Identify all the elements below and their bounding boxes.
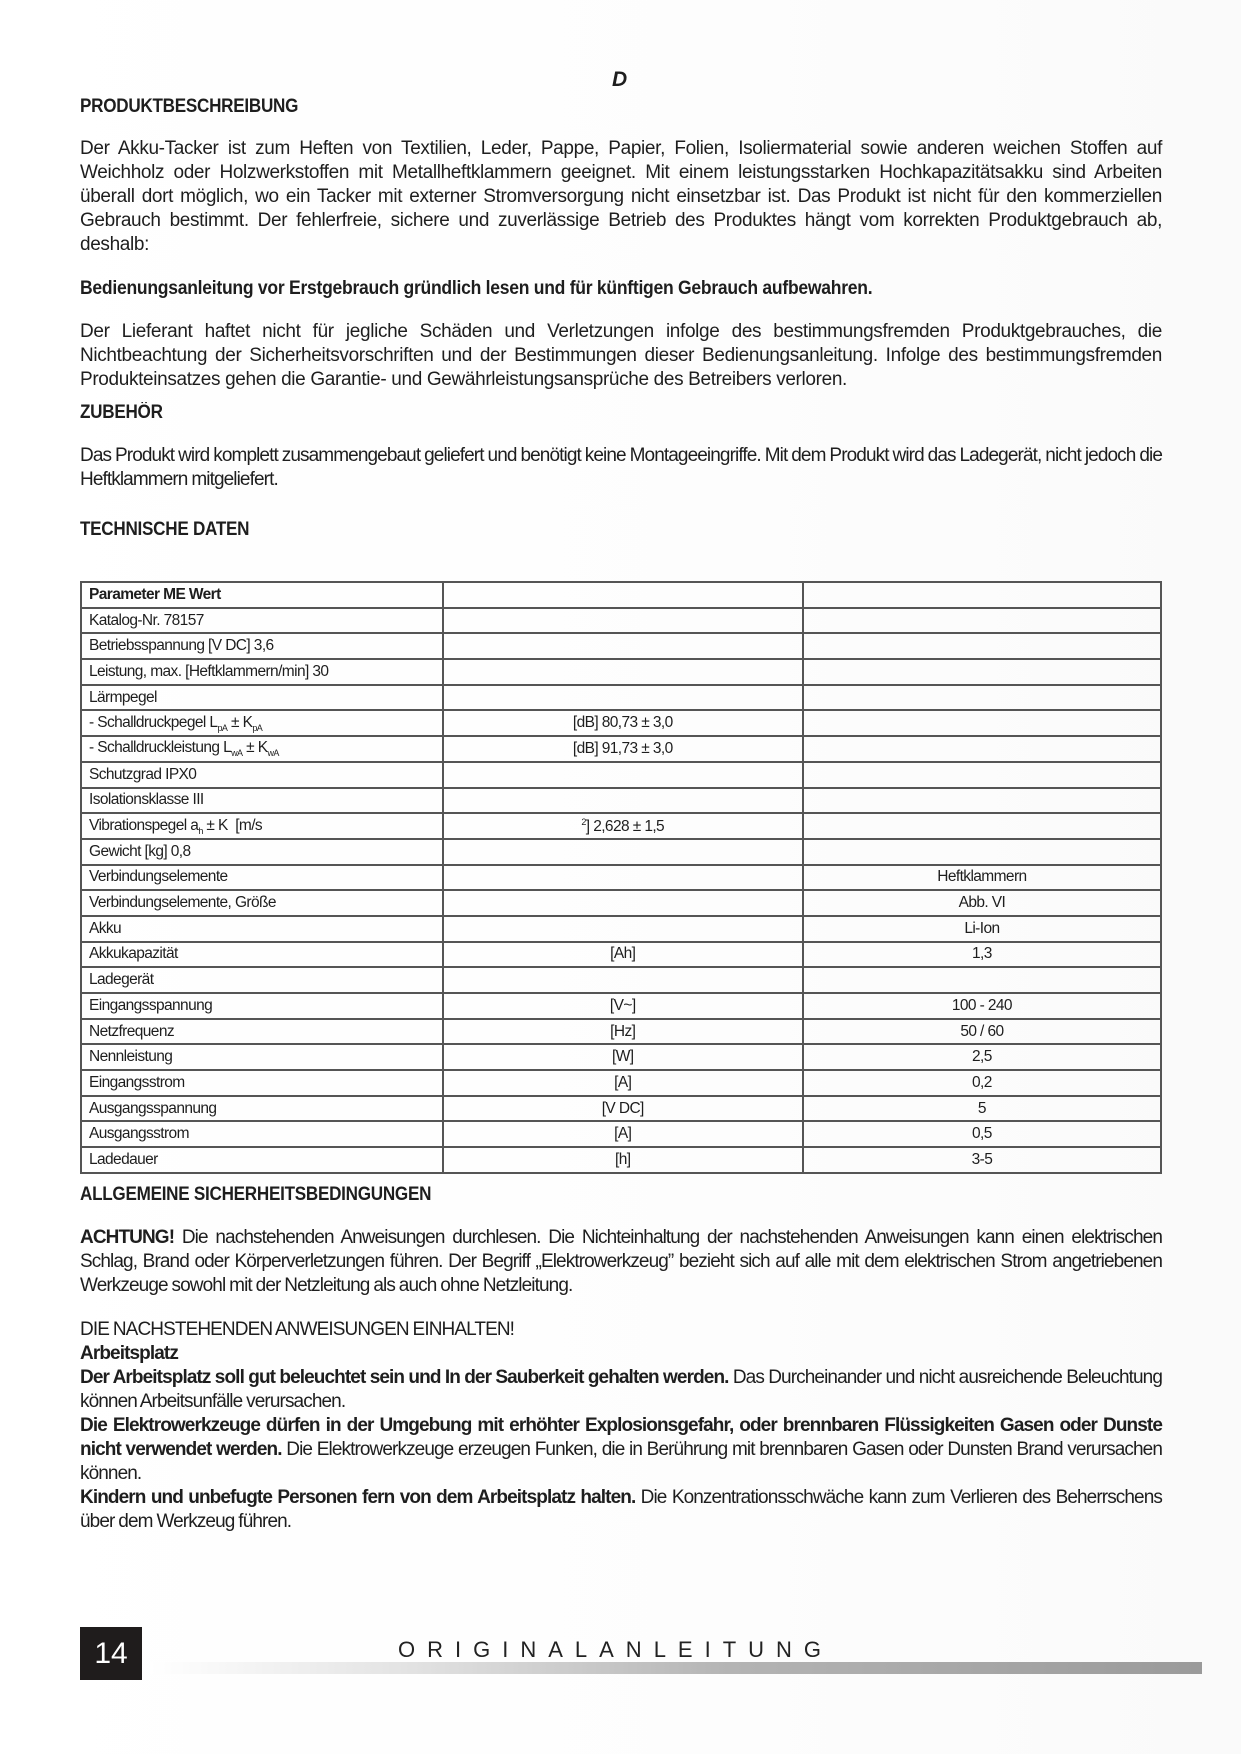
- superscript: 2: [581, 816, 586, 827]
- table-cell: [803, 788, 1161, 814]
- table-cell: Betriebsspannung [V DC] 3,6: [81, 633, 443, 659]
- subscript: pA: [252, 722, 263, 733]
- table-cell: 2,5: [803, 1044, 1161, 1070]
- table-cell: Ladegerät: [81, 967, 443, 993]
- table-cell: 0,2: [803, 1070, 1161, 1096]
- table-cell: [803, 659, 1161, 685]
- table-cell: [W]: [443, 1044, 803, 1070]
- table-cell: Gewicht [kg] 0,8: [81, 839, 443, 865]
- table-cell: [443, 813, 803, 839]
- table-cell: [803, 967, 1161, 993]
- table-cell: [803, 813, 1161, 839]
- table-cell: Abb. VI: [803, 890, 1161, 916]
- table-cell: [443, 788, 803, 814]
- table-row: [81, 788, 1161, 814]
- table-cell: [803, 762, 1161, 788]
- safety-item-text: Die Elektrowerkzeuge erzeugen Funken, die in Berührung mit brennbaren Gasen oder Dunsten Brand verursachen können.: [80, 1439, 1162, 1484]
- section-sicherheit: [80, 1184, 1162, 1534]
- table-cell: Schutzgrad IPX0: [81, 762, 443, 788]
- table-row: [81, 1019, 1161, 1045]
- table-cell: Parameter ME Wert: [81, 582, 443, 608]
- paragraph: Der Akku-Tacker ist zum Heften von Textilien, Leder, Pappe, Papier, Folien, Isoliermaterial sowie anderen weichen Stoffen auf Weichholz oder Holzwerkstoffen mit Metallheftklammern geeignet. Mit einem leistungsstarken Hochkapazitätsakku sind Arbeiten überall dort möglich, wo ein Tacker mit externer Stromversorgung nicht einsetzbar ist. Das Produkt ist nicht für den kommerziellen Gebrauch bestimmt. Der fehlerfreie, sichere und zuverlässige Betrieb des Produktes hängt vom korrekten Produktgebrauch ab, deshalb:: [80, 138, 1162, 255]
- safety-item-bold: Kindern und unbefugte Personen fern von dem Arbeitsplatz halten.: [80, 1487, 636, 1508]
- table-cell: [443, 633, 803, 659]
- table-row: [81, 839, 1161, 865]
- table-cell: [V DC]: [443, 1096, 803, 1122]
- table-cell: Netzfrequenz: [81, 1019, 443, 1045]
- table-row: [81, 659, 1161, 685]
- table-row: [81, 813, 1161, 839]
- table-cell: 50 / 60: [803, 1019, 1161, 1045]
- table-cell: Leistung, max. [Heftklammern/min] 30: [81, 659, 443, 685]
- table-cell: [443, 582, 803, 608]
- table-row: [81, 967, 1161, 993]
- table-row: [81, 1070, 1161, 1096]
- table-cell: 0,5: [803, 1121, 1161, 1147]
- table-cell: [443, 916, 803, 942]
- achtung-label: ACHTUNG!: [80, 1227, 175, 1248]
- subsection-title: Arbeitsplatz: [80, 1343, 178, 1364]
- section-title: ZUBEHÖR: [80, 402, 163, 423]
- spec-table: [80, 581, 1162, 1174]
- table-cell: [443, 967, 803, 993]
- table-row: [81, 762, 1161, 788]
- table-row: [81, 608, 1161, 634]
- table-cell: [803, 633, 1161, 659]
- footer-title: ORIGINALANLEITUNG: [398, 1637, 834, 1662]
- footer-gradient-bar: [150, 1662, 1202, 1674]
- table-cell: [443, 608, 803, 634]
- paragraph: [80, 1226, 1162, 1298]
- table-cell: Heftklammern: [803, 865, 1161, 891]
- subscript: pA: [217, 722, 228, 733]
- table-cell: [Ah]: [443, 942, 803, 968]
- table-cell: Verbindungselemente: [81, 865, 443, 891]
- table-cell: [803, 839, 1161, 865]
- table-cell: Ladedauer: [81, 1147, 443, 1173]
- subscript: wA: [267, 748, 279, 759]
- section-technische-daten: [80, 519, 1162, 541]
- table-cell: 5: [803, 1096, 1161, 1122]
- subscript: h: [198, 825, 203, 836]
- table-cell: Li-Ion: [803, 916, 1161, 942]
- table-cell: [81, 813, 443, 839]
- safety-item-text: Die Konzentrationsschwäche kann zum Verlieren des Beherrschens über dem Werkzeug führen.: [80, 1487, 1162, 1532]
- safety-item-bold: Der Arbeitsplatz soll gut beleuchtet sein und In der Sauberkeit gehalten werden.: [80, 1367, 729, 1388]
- table-cell: Verbindungselemente, Größe: [81, 890, 443, 916]
- table-cell: [803, 710, 1161, 736]
- safety-item: [80, 1366, 1162, 1414]
- table-cell: [443, 890, 803, 916]
- language-mark: D: [612, 68, 628, 91]
- table-cell: [803, 736, 1161, 762]
- table-cell: Akku: [81, 916, 443, 942]
- table-cell: [81, 710, 443, 736]
- table-cell: [803, 582, 1161, 608]
- safety-item: [80, 1486, 1162, 1534]
- table-row: [81, 890, 1161, 916]
- safety-item-bold: Die Elektrowerkzeuge dürfen in der Umgebung mit erhöhter Explosionsgefahr, oder brennbaren Flüssigkeiten Gasen oder Dunste nicht verwendet werden.: [80, 1415, 1162, 1460]
- spec-table-wrapper: [80, 581, 1162, 1174]
- cell-text: ± K [m/s: [202, 816, 263, 834]
- table-cell: [81, 736, 443, 762]
- table-cell: [443, 762, 803, 788]
- table-row: [81, 916, 1161, 942]
- cell-text: ± K: [242, 739, 268, 757]
- cell-text: ] 2,628 ± 1,5: [585, 817, 665, 835]
- achtung-text: Die nachstehenden Anweisungen durchlesen. Die Nichteinhaltung der nachstehenden Anweisungen kann einen elektrischen Schlag, Brand oder Körperverletzungen führen. Der Begriff „Elektrowerkzeug” bezieht sich auf alle mit dem elektrischen Strom angetriebenen Werkzeuge sowohl mit der Netzleitung als auch ohne Netzleitung.: [80, 1227, 1162, 1296]
- section-title: TECHNISCHE DATEN: [80, 519, 250, 540]
- emphasis-text: Bedienungsanleitung vor Erstgebrauch gründlich lesen und für künftigen Gebrauch aufbewahren.: [80, 277, 873, 299]
- table-cell: Eingangsspannung: [81, 993, 443, 1019]
- table-row: [81, 1121, 1161, 1147]
- table-row: [81, 736, 1161, 762]
- subscript: wA: [231, 748, 243, 759]
- table-row: [81, 1096, 1161, 1122]
- table-cell: [Hz]: [443, 1019, 803, 1045]
- table-cell: [dB] 91,73 ± 3,0: [443, 736, 803, 762]
- page-number: 14: [80, 1627, 142, 1680]
- table-cell: Ausgangsstrom: [81, 1121, 443, 1147]
- table-cell: Lärmpegel: [81, 685, 443, 711]
- table-row: [81, 685, 1161, 711]
- section-zubehoer: [80, 402, 1162, 492]
- table-cell: Ausgangsspannung: [81, 1096, 443, 1122]
- table-cell: [803, 608, 1161, 634]
- table-cell: [A]: [443, 1121, 803, 1147]
- safety-item-text: Das Durcheinander und nicht ausreichende Beleuchtung können Arbeitsunfälle verursachen.: [80, 1367, 1163, 1412]
- table-cell: Eingangsstrom: [81, 1070, 443, 1096]
- cell-text: - Schalldruckleistung L: [89, 739, 232, 757]
- paragraph: Der Lieferant haftet nicht für jegliche Schäden und Verletzungen infolge des bestimmungsfremden Produktgebrauches, die Nichtbeachtung der Sicherheitsvorschriften und der Bestimmungen dieser Bedienungsanleitung. Infolge des bestimmungsfremden Produkteinsatzes gehen die Garantie- und Gewährleistungsansprüche des Betreibers verloren.: [80, 321, 1162, 390]
- table-cell: Isolationsklasse III: [81, 788, 443, 814]
- table-cell: Akkukapazität: [81, 942, 443, 968]
- cell-text: Vibrationspegel a: [89, 816, 199, 834]
- table-header-row: [81, 582, 1161, 608]
- table-cell: Nennleistung: [81, 1044, 443, 1070]
- table-cell: [h]: [443, 1147, 803, 1173]
- table-cell: [A]: [443, 1070, 803, 1096]
- table-cell: [803, 685, 1161, 711]
- table-cell: 100 - 240: [803, 993, 1161, 1019]
- table-cell: [443, 865, 803, 891]
- table-cell: [443, 685, 803, 711]
- table-row: [81, 710, 1161, 736]
- safety-item: [80, 1414, 1162, 1486]
- table-row: [81, 1044, 1161, 1070]
- table-cell: [V~]: [443, 993, 803, 1019]
- section-produktbeschreibung: [80, 96, 1162, 392]
- cell-text: - Schalldruckpegel L: [89, 713, 218, 731]
- section-title: PRODUKTBESCHREIBUNG: [80, 96, 299, 117]
- table-row: [81, 633, 1161, 659]
- table-row: [81, 865, 1161, 891]
- table-cell: 1,3: [803, 942, 1161, 968]
- table-row: [81, 1147, 1161, 1173]
- table-cell: [dB] 80,73 ± 3,0: [443, 710, 803, 736]
- paragraph: Das Produkt wird komplett zusammengebaut geliefert und benötigt keine Montageeingriffe. Mit dem Produkt wird das Ladegerät, nicht jedoch die Heftklammern mitgeliefert.: [80, 445, 1162, 490]
- table-cell: [443, 839, 803, 865]
- table-cell: [443, 659, 803, 685]
- instruction-heading: DIE NACHSTEHENDEN ANWEISUNGEN EINHALTEN!: [80, 1319, 515, 1340]
- section-title: ALLGEMEINE SICHERHEITSBEDINGUNGEN: [80, 1184, 432, 1205]
- table-cell: Katalog-Nr. 78157: [81, 608, 443, 634]
- table-cell: 3-5: [803, 1147, 1161, 1173]
- table-row: [81, 942, 1161, 968]
- table-row: [81, 993, 1161, 1019]
- cell-text: ± K: [227, 713, 253, 731]
